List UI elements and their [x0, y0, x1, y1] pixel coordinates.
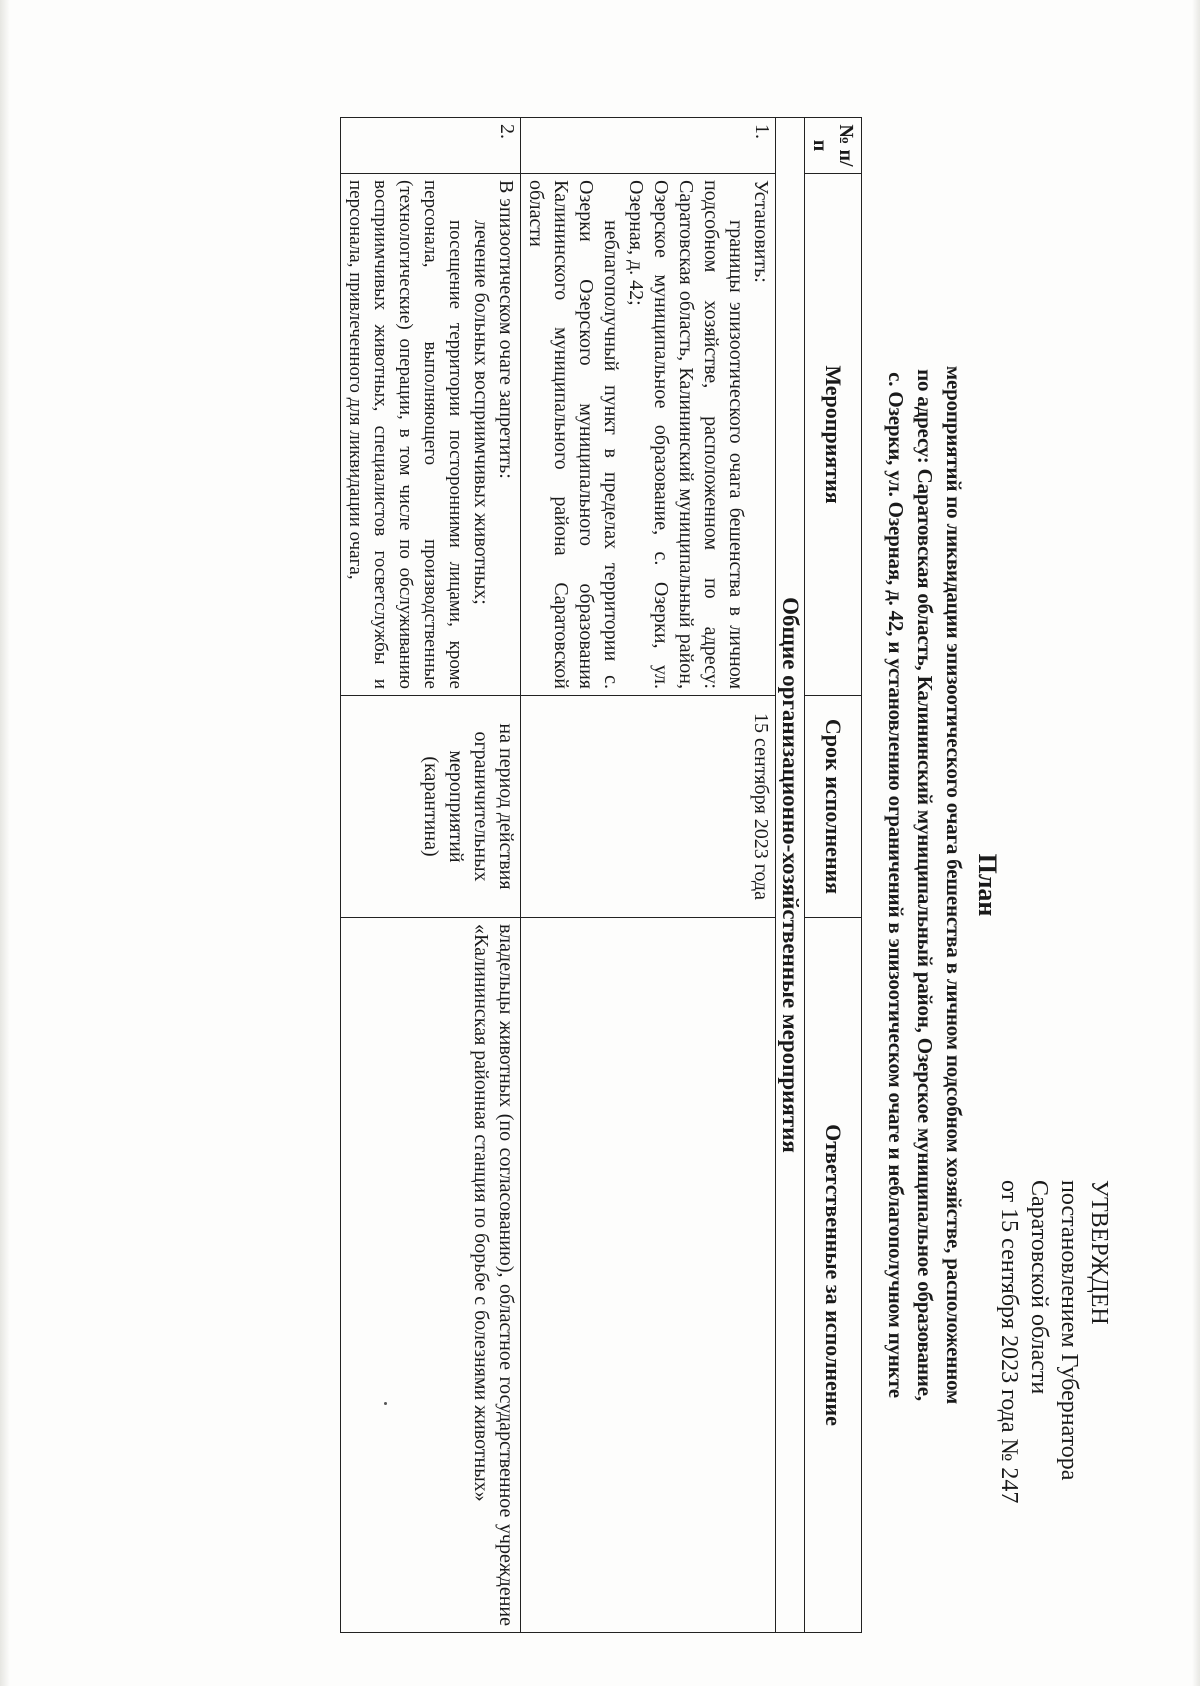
plan-subtitle	[881, 170, 968, 1600]
table-row	[341, 118, 521, 1633]
approval-line-3: от 15 сентября 2023 года № 247	[996, 1180, 1022, 1504]
scan-edge-left	[0, 0, 10, 1686]
row-deadline: на период действия ограничительных мероприятий (карантина)	[341, 696, 521, 918]
row-measures	[341, 174, 521, 696]
approval-line-2: Саратовской области	[1026, 1180, 1052, 1395]
scan-edge-right	[1192, 0, 1200, 1686]
table-row	[521, 118, 776, 1633]
row-num: 2.	[341, 118, 521, 174]
rotated-document-page	[310, 90, 1130, 1680]
measure-line: границы эпизоотического очага бешенства в личном подсобном хозяйстве, расположенном по адресу: Саратовская область, Калининский муниципальный район, Озерское муниципальное образование, с. Озерки, ул. Озерная, д. 42;	[625, 180, 747, 689]
row-responsible: владельцы животных (по согласованию), областное государственное учреждение «Калининская районная станция по борьбе с болезнями животных»	[341, 918, 521, 1633]
plan-title: План	[973, 853, 1002, 917]
approval-block	[994, 1180, 1114, 1503]
approval-title: УТВЕРЖДЕН	[1086, 1180, 1112, 1325]
measure-line: неблагополучный пункт в пределах территории с. Озерки Озерского муниципального образования Калининского муниципального района Саратовской области	[525, 180, 622, 689]
plan-subtitle-line-2: по адресу: Саратовская область, Калининский муниципальный район, Озерское муниципальное образование,	[913, 369, 937, 1401]
header-responsible: Ответственные за исполнение	[805, 918, 862, 1633]
header-deadline: Срок исполнения	[805, 696, 862, 918]
section-row	[776, 118, 805, 1633]
measure-line: лечение больных восприимчивых животных;	[470, 220, 492, 605]
section-title: Общие организационно-хозяйственные мероприятия	[776, 118, 805, 1633]
plan-subtitle-line-3: с. Озерки, ул. Озерная, д. 42, и установлению ограничений в эпизоотическом очаге и неблагополучном пункте	[884, 372, 908, 1398]
measure-line: Установить:	[750, 180, 772, 283]
plan-subtitle-line-1: мероприятий по ликвидации эпизоотического очага бешенства в личном подсобном хозяйстве, расположенном	[942, 365, 966, 1405]
table-header-row	[805, 118, 862, 1633]
row-deadline: 15 сентября 2023 года	[521, 696, 776, 918]
measure-line: посещение территории посторонними лицами, кроме персонала, выполняющего производственные (технологические) операции, в том числе по обслуживанию восприимчивых животных, специалистов госветслужбы и персонала, привлеченного для ликвидации очага,	[345, 180, 466, 689]
row-responsible	[521, 918, 776, 1633]
measure-line: В эпизоотическом очаге запретить:	[495, 180, 517, 479]
measures-table	[340, 117, 862, 1633]
header-num: № п/п	[805, 118, 862, 174]
row-num: 1.	[521, 118, 776, 174]
approval-line-1: постановлением Губернатора	[1056, 1180, 1082, 1481]
header-measures: Мероприятия	[805, 174, 862, 696]
row-measures	[521, 174, 776, 696]
